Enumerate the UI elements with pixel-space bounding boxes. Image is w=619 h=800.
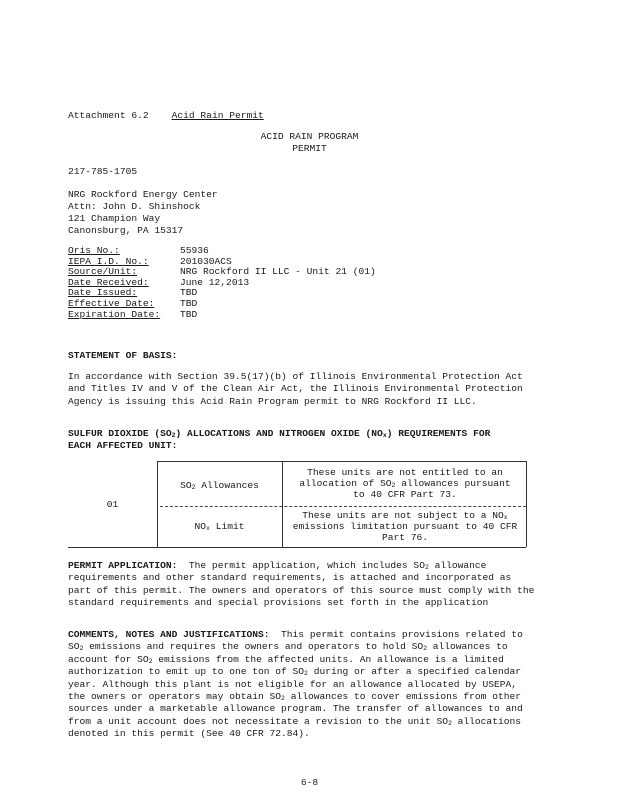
info-row: Oris No.: 55936 bbox=[68, 245, 209, 256]
basis-heading: STATEMENT OF BASIS: bbox=[68, 350, 178, 361]
address-line-4: Canonsburg, PA 15317 bbox=[68, 225, 184, 236]
comments-heading: COMMENTS, NOTES AND JUSTIFICATIONS: bbox=[68, 629, 270, 640]
info-row: Date Received: June 12,2013 bbox=[68, 276, 250, 288]
comments-text: This permit contains provisions related to $SO_2$ emissions and requires the owners and operators to hold $SO_2$ allowances to account for $SO_2$ emissions from the affected units. An allowance is a limited authorization to emit up to one ton of $SO_2$ during or after a specified calendar year. Although this plant is not eligible for an allowance allocated by USEPA, the owners or operators may obtain $SO_2$ allowances to cover emissions from other sources under a marketable allowance program. The transfer of allowances to and from a unit account does not necessitate a revision to the unit $SO_2$ allocations denoted in this permit (See 40 CFR 72.84). bbox=[68, 629, 523, 740]
table-middle-rule bbox=[160, 506, 526, 507]
nox-limit-label: $NO_x$ Limit bbox=[194, 521, 245, 532]
attachment-title: Acid Rain Permit bbox=[171, 110, 264, 121]
address-line-3: 121 Champion Way bbox=[68, 213, 161, 224]
nox-limit-text: These units are not subject to a $NO_x$ emissions limitation pursuant to 40 CFR Part 76. bbox=[292, 510, 518, 543]
permit-application-heading: PERMIT APPLICATION: bbox=[68, 560, 178, 571]
phone-number: 217-785-1705 bbox=[68, 166, 138, 177]
allocations-heading-1: SULFUR DIOXIDE $(SO_2)$ ALLOCATIONS AND NITROGEN OXIDE $(NO_x)$ REQUIREMENTS FOR bbox=[68, 428, 491, 439]
permit-application-text: The permit application, which includes $SO_2$ allowance requirements and other standard requirements, is attached and incorporated as part of this permit. The owners and operators of this source must comply with the standard requirements and special provisions set forth in the application bbox=[68, 560, 535, 609]
table-bottom-rule bbox=[68, 547, 526, 548]
address-line-2: Attn: John D. Shinshock bbox=[68, 201, 201, 212]
page-number: 6-8 bbox=[300, 777, 319, 788]
permit-title: PERMIT bbox=[292, 143, 327, 154]
permit-info-table bbox=[68, 246, 376, 320]
info-row: Date Issued: TBD bbox=[68, 287, 198, 299]
address-line-1: NRG Rockford Energy Center bbox=[68, 189, 218, 200]
program-title: ACID RAIN PROGRAM bbox=[260, 131, 359, 142]
unit-id: 01 bbox=[106, 499, 119, 510]
allocations-heading-2: EACH AFFECTED UNIT: bbox=[68, 440, 178, 451]
permit-application-paragraph bbox=[68, 560, 538, 610]
table-left-divider bbox=[157, 461, 158, 547]
table-inner-divider bbox=[282, 461, 283, 547]
table-right-border bbox=[526, 461, 527, 547]
basis-text: In accordance with Section 39.5(17)(b) of Illinois Environmental Protection Act and Titles IV and V of the Clean Air Act, the Illinois Environmental Protection Agency is issuing this Acid Rain Program permit to NRG Rockford II LLC. bbox=[68, 371, 523, 407]
info-row: Source/Unit: NRG Rockford II LLC - Unit 21 (01) bbox=[68, 266, 376, 278]
attachment-label: Attachment 6.2 Acid Rain Permit bbox=[68, 110, 264, 121]
so2-allowances-label: $SO_2$ Allowances bbox=[180, 480, 259, 491]
comments-paragraph bbox=[68, 629, 538, 741]
so2-allowances-text: These units are not entitled to an allocation of $SO_2$ allowances pursuant to 40 CFR Part 73. bbox=[299, 467, 511, 500]
table-top-rule bbox=[157, 461, 526, 462]
info-row: IEPA I.D. No.: 201030ACS bbox=[68, 255, 232, 267]
info-row: Expiration Date: TBD bbox=[68, 308, 198, 320]
info-row: Effective Date: TBD bbox=[68, 297, 198, 309]
